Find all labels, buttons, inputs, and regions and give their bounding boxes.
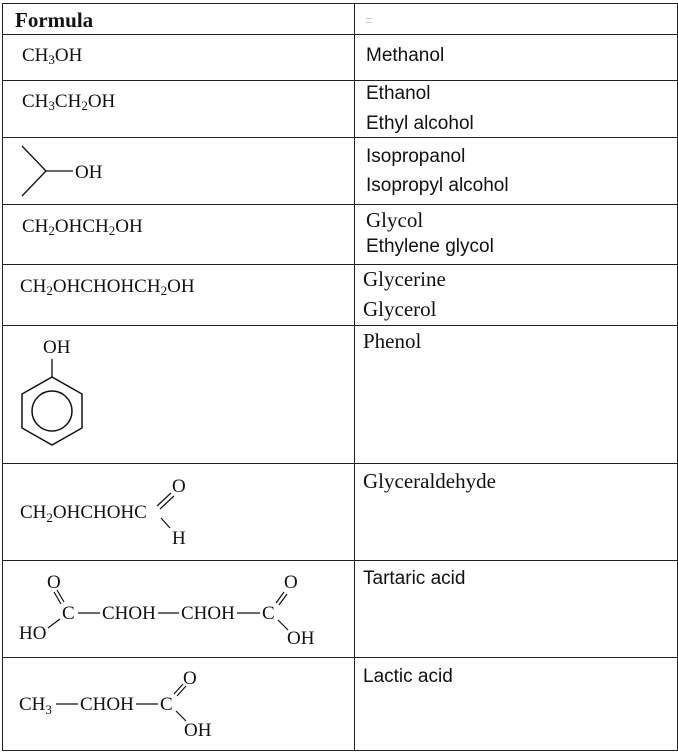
name-ethylene-glycol: Ethylene glycol xyxy=(366,236,494,257)
name-methanol: Methanol xyxy=(366,45,445,66)
name-tartaric-acid: Tartaric acid xyxy=(363,568,466,589)
name-phenol: Phenol xyxy=(363,329,422,353)
row-divider xyxy=(2,657,678,658)
formula-glycol: $CH_2OHCH_2OH$ xyxy=(22,216,143,238)
name-glycerol: Glycerol xyxy=(363,297,437,321)
name-lactic-acid: Lactic acid xyxy=(363,666,453,687)
svg-text:C: C xyxy=(262,603,275,624)
formula-phenol xyxy=(14,333,94,458)
svg-text:OH: OH xyxy=(287,628,315,649)
column-divider xyxy=(354,3,355,751)
row-divider xyxy=(2,560,678,561)
svg-text:O: O xyxy=(47,572,61,593)
name-ethyl-alcohol: Ethyl alcohol xyxy=(366,113,474,134)
header-name-column xyxy=(366,18,372,23)
row-divider xyxy=(2,80,678,81)
svg-text:OH: OH xyxy=(184,720,212,741)
row-divider xyxy=(2,34,678,35)
formula-methanol: $CH_3OH$ xyxy=(22,45,83,67)
formula-tartaric-acid xyxy=(16,566,336,654)
row-divider xyxy=(2,137,678,138)
header-formula: Formula xyxy=(15,8,94,32)
name-isopropyl-alcohol: Isopropyl alcohol xyxy=(366,175,509,196)
formula-lactic-acid xyxy=(16,664,236,746)
svg-text:CH3: $CH_3$ xyxy=(19,694,52,717)
svg-text:CH2OHCHOHC: $CH_2OHCHOHC$ xyxy=(20,502,147,525)
svg-text:C: C xyxy=(160,694,173,715)
svg-text:O: O xyxy=(183,668,197,689)
svg-text:C: C xyxy=(62,603,75,624)
row-divider xyxy=(2,264,678,265)
name-glyceraldehyde: Glyceraldehyde xyxy=(363,469,496,493)
svg-text:OH: OH xyxy=(43,337,71,358)
svg-text:CHOH: CHOH xyxy=(181,603,235,624)
svg-text:O: O xyxy=(172,476,186,497)
formula-ethanol: $CH_3CH_2OH$ xyxy=(22,91,116,113)
svg-text:OH: OH xyxy=(75,162,103,183)
svg-text:HO: HO xyxy=(19,623,47,644)
svg-text:O: O xyxy=(284,572,298,593)
name-ethanol: Ethanol xyxy=(366,83,431,104)
svg-text:CHOH: CHOH xyxy=(80,694,134,715)
name-glycol: Glycol xyxy=(366,208,424,232)
svg-text:H: H xyxy=(172,528,186,549)
name-glycerine: Glycerine xyxy=(363,267,446,291)
row-divider xyxy=(2,463,678,464)
row-divider xyxy=(2,204,678,205)
svg-text:CHOH: CHOH xyxy=(102,603,156,624)
formula-glyceraldehyde xyxy=(18,472,218,552)
formula-isopropanol xyxy=(18,142,118,200)
name-isopropanol: Isopropanol xyxy=(366,146,466,167)
row-divider xyxy=(2,325,678,326)
formula-glycerine: $CH_2OHCHOHCH_2OH$ xyxy=(20,276,195,298)
